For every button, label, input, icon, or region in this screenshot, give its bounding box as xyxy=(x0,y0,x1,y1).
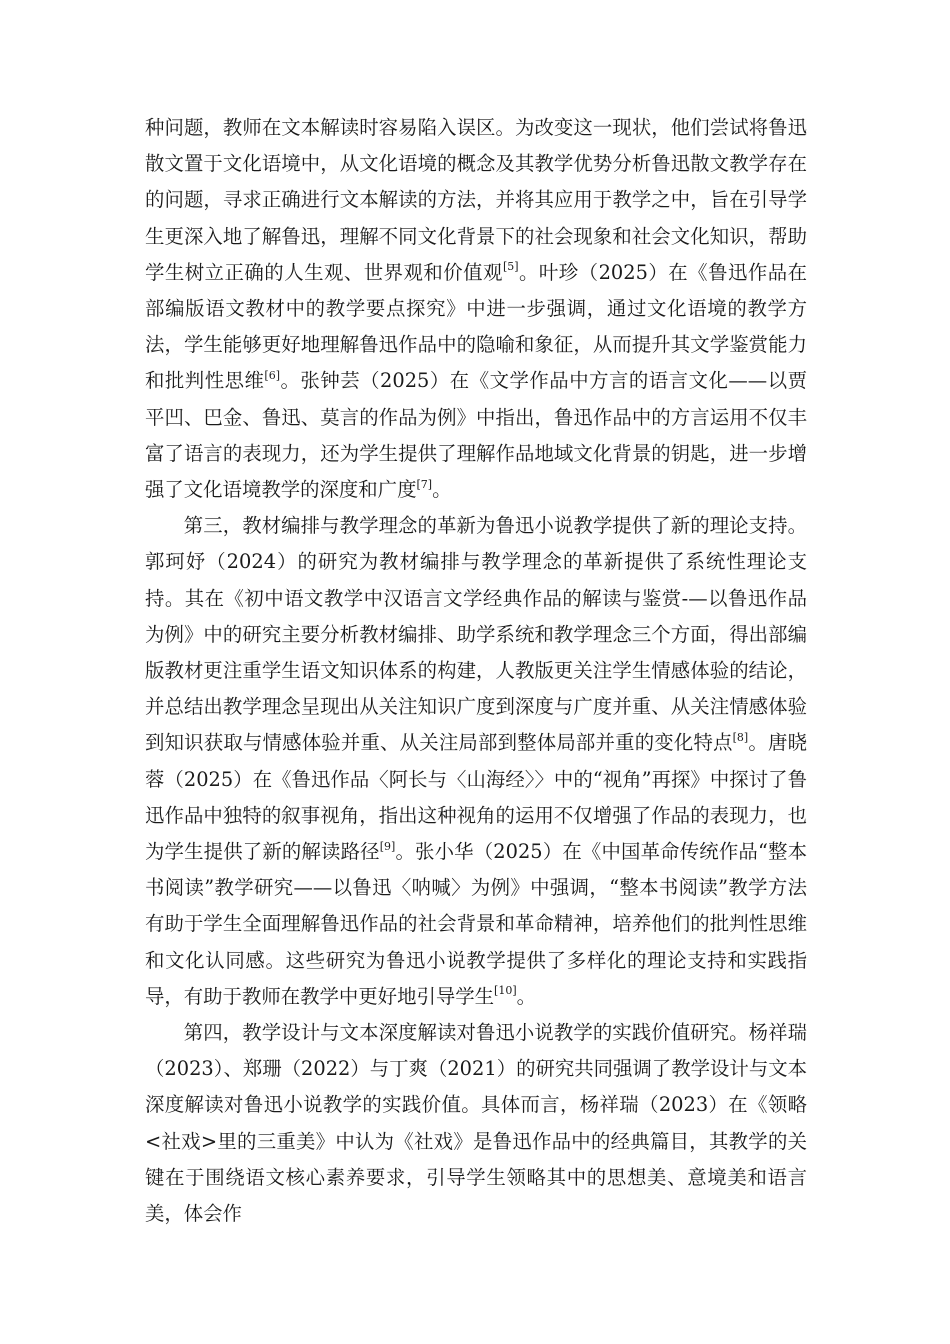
paragraph xyxy=(145,110,807,508)
text-run: 第三，教材编排与教学理念的革新为鲁迅小说教学提供了新的理论支持。郭珂妤（2024）的研究为教材编排与教学理念的革新提供了系统性理论支持。其在《初中语文教学中汉语言文学经典作品的解读与鉴赏-—以鲁迅作品为例》中的研究主要分析教材编排、助学系统和教学理念三个方面，得出部编版教材更注重学生语文知识体系的构建，人教版更关注学生情感体验的结论，并总结出教学理念呈现出从关注知识广度到深度与广度并重、从关注情感体验到知识获取与情感体验并重、从关注局部到整体局部并重的变化特点 xyxy=(145,514,807,755)
text-run: 。 xyxy=(516,984,537,1008)
text-run: 种问题，教师在文本解读时容易陷入误区。为改变这一现状，他们尝试将鲁迅散文置于文化语境中，从文化语境的概念及其教学优势分析鲁迅散文教学存在的问题，寻求正确进行文本解读的方法，并将其应用于教学之中，旨在引导学生更深入地了解鲁迅，理解不同文化背景下的社会现象和社会文化知识，帮助学生树立正确的人生观、世界观和价值观 xyxy=(145,116,807,284)
citation-ref: [5] xyxy=(502,260,519,274)
citation-ref: [9] xyxy=(379,839,396,853)
citation-ref: [10] xyxy=(494,984,517,998)
citation-ref: [8] xyxy=(732,730,749,744)
citation-ref: [6] xyxy=(264,368,281,382)
text-run: 。张钟芸（2025）在《文学作品中方言的语言文化——以贾平凹、巴金、鲁迅、莫言的作品为例》中指出，鲁迅作品中的方言运用不仅丰富了语言的表现力，还为学生提供了理解作品地域文化背景的钥匙，进一步增强了文化语境教学的深度和广度 xyxy=(145,369,807,502)
paragraph xyxy=(145,508,807,1015)
text-run: 。叶珍（2025）在《鲁迅作品在部编版语文教材中的教学要点探究》中进一步强调，通过文化语境的教学方法，学生能够更好地理解鲁迅作品中的隐喻和象征，从而提升其文学鉴赏能力和批判性思维 xyxy=(145,260,807,393)
body-text xyxy=(145,110,807,1232)
text-run: 第四，教学设计与文本深度解读对鲁迅小说教学的实践价值研究。杨祥瑞（2023）、郑珊（2022）与丁爽（2021）的研究共同强调了教学设计与文本深度解读对鲁迅小说教学的实践价值。具体而言，杨祥瑞（2023）在《领略<社戏>里的三重美》中认为《社戏》是鲁迅作品中的经典篇目，其教学的关键在于围绕语文核心素养要求，引导学生领略其中的思想美、意境美和语言美，体会作 xyxy=(145,1021,807,1226)
text-run: 。唐晓蓉（2025）在《鲁迅作品〈阿长与〈山海经〉〉中的“视角”再探》中探讨了鲁迅作品中独特的叙事视角，指出这种视角的运用不仅增强了作品的表现力，也为学生提供了新的解读路径 xyxy=(145,731,807,864)
citation-ref: [7] xyxy=(416,477,433,491)
text-run: 。 xyxy=(432,478,452,502)
paragraph xyxy=(145,1015,807,1232)
text-run: 。张小华（2025）在《中国革命传统作品“整本书阅读”教学研究——以鲁迅〈呐喊〉为例》中强调，“整本书阅读”教学方法有助于学生全面理解鲁迅作品的社会背景和革命精神，培养他们的批判性思维和文化认同感。这些研究为鲁迅小说教学提供了多样化的理论支持和实践指导，有助于教师在教学中更好地引导学生 xyxy=(145,840,808,1008)
